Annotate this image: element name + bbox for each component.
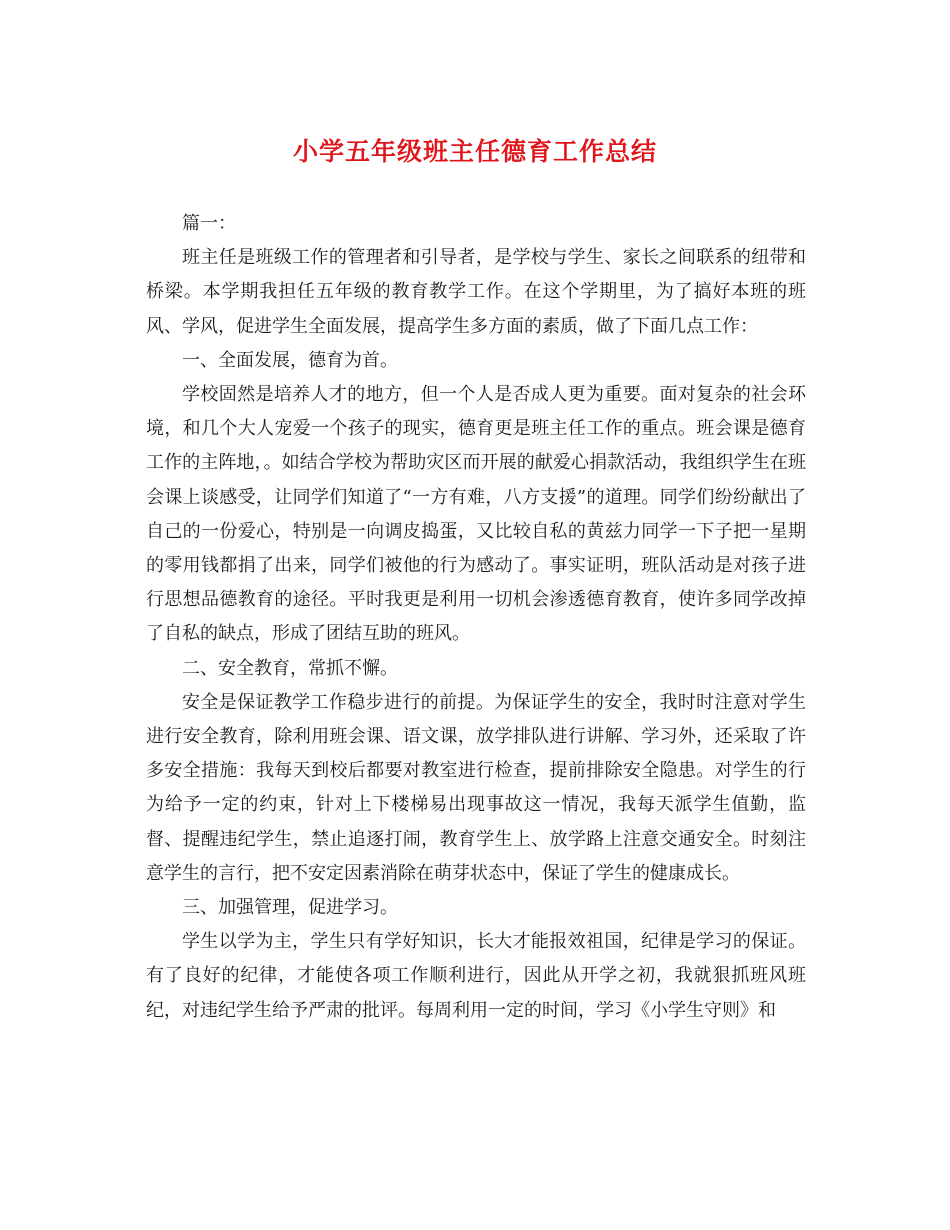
paragraph-moral-education: 学校固然是培养人才的地方，但一个人是否成人更为重要。面对复杂的社会环境，和几个大人宠爱一个孩子的现实，德育更是班主任工作的重点。班会课是德育工作的主阵地，。如结合学校为帮助灾区而开展的献爱心捐款活动，我组织学生在班会课上谈感受，让同学们知道了“一方有难，八方支援”的道理。同学们纷纷献出了自己的一份爱心，特别是一向调皮捣蛋，又比较自私的黄兹力同学一下子把一星期的零用钱都捐了出来，同学们被他的行为感动了。事实证明，班队活动是对孩子进行思想品德教育的途径。平时我更是利用一切机会渗透德育教育，使许多同学改掉了自私的缺点，形成了团结互助的班风。 [146, 384, 806, 645]
section-label: 篇一： [182, 213, 236, 234]
paragraph-management: 学生以学为主，学生只有学好知识，长大才能报效祖国，纪律是学习的保证。有了良好的纪律，才能使各项工作顺利进行，因此从开学之初，我就狠抓班风班纪，对违纪学生给予严肃的批评。每周利用一定的时间，学习《小学生守则》和 [146, 931, 806, 1021]
paragraph-safety-education: 安全是保证教学工作稳步进行的前提。为保证学生的安全，我时时注意对学生进行安全教育，除利用班会课、语文课，放学排队进行讲解、学习外，还采取了许多安全措施：我每天到校后都要对教室进行检查，提前排除安全隐患。对学生的行为给予一定的约束，针对上下楼梯易出现事故这一情况，我每天派学生值勤，监督、提醒违纪学生，禁止追逐打闹，教育学生上、放学路上注意交通安全。时刻注意学生的言行，把不安定因素消除在萌芽状态中，保证了学生的健康成长。 [146, 691, 806, 884]
section-heading-2: 二、安全教育，常抓不懈。 [182, 657, 398, 679]
document-title: 小学五年级班主任德育工作总结 [292, 137, 657, 166]
section-heading-3: 三、加强管理，促进学习。 [182, 897, 398, 919]
document-body [146, 207, 806, 1028]
section-heading-1: 一、全面发展，德育为首。 [182, 349, 398, 371]
paragraph-intro: 班主任是班级工作的管理者和引导者，是学校与学生、家长之间联系的纽带和桥梁。本学期我担任五年级的教育教学工作。在这个学期里，为了搞好本班的班风、学风，促进学生全面发展，提高学生多方面的素质，做了下面几点工作： [146, 247, 806, 337]
